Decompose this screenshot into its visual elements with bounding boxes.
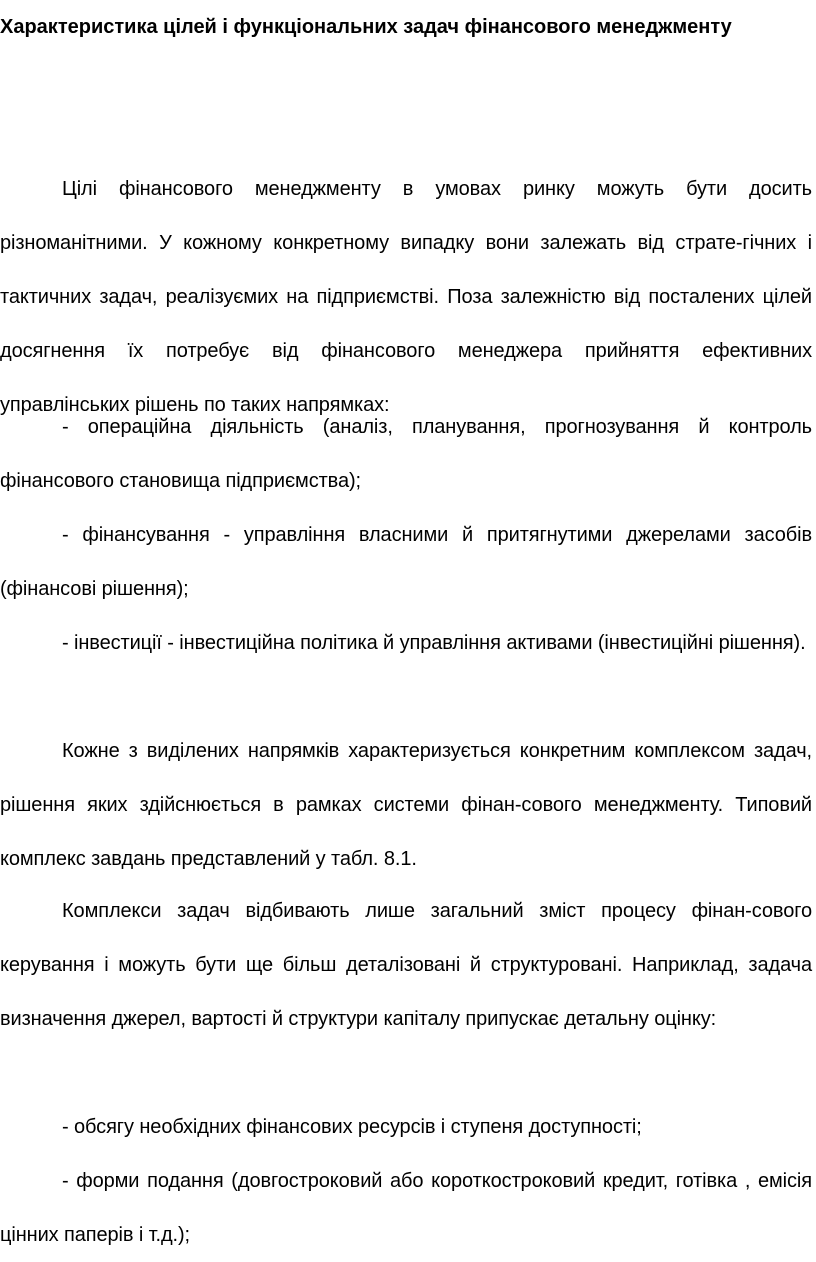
paragraph-operational: - операційна діяльність (аналіз, планування, прогнозування й контроль фінансового становища підприємства);: [0, 416, 812, 492]
paragraph-task-complex: Кожне з виділених напрямків характеризується конкретним комплексом задач, рішення яких здійснюється в рамках системи фінан-сового менеджменту. Типовий комплекс завдань представлений у табл. 8.1.: [0, 740, 812, 870]
paragraph-financing: - фінансування - управління власними й притягнутими джерелами засобів (фінансові рішення);: [0, 524, 812, 600]
paragraph-detailing: Комплекси задач відбивають лише загальний зміст процесу фінан-сового керування і можуть бути ще більш деталізовані й структуровані. Наприклад, задача визначення джерел, вартості й структури капіталу припускає детальну оцінку:: [0, 900, 812, 1030]
paragraph-goals: Цілі фінансового менеджменту в умовах ринку можуть бути досить різноманітними. У кожному конкретному випадку вони залежать від страте-гічних і тактичних задач, реалізуємих на підприємстві. Поза залежністю від посталених цілей досягнення їх потребує від фінансового менеджера прийняття ефективних управлінських рішень по таких напрямках:: [0, 178, 812, 416]
paragraph-investment: - інвестиції - інвестиційна політика й управління активами (інвестиційні рішення).: [62, 632, 806, 654]
paragraph-forms: - форми подання (довгостроковий або короткостроковий кредит, готівка , емісія цінних паперів і т.д.);: [0, 1170, 812, 1246]
paragraph-resources: - обсягу необхідних фінансових ресурсів і ступеня доступності;: [62, 1116, 642, 1138]
section-heading: Характеристика цілей і функціональних задач фінансового менеджменту: [0, 16, 732, 38]
